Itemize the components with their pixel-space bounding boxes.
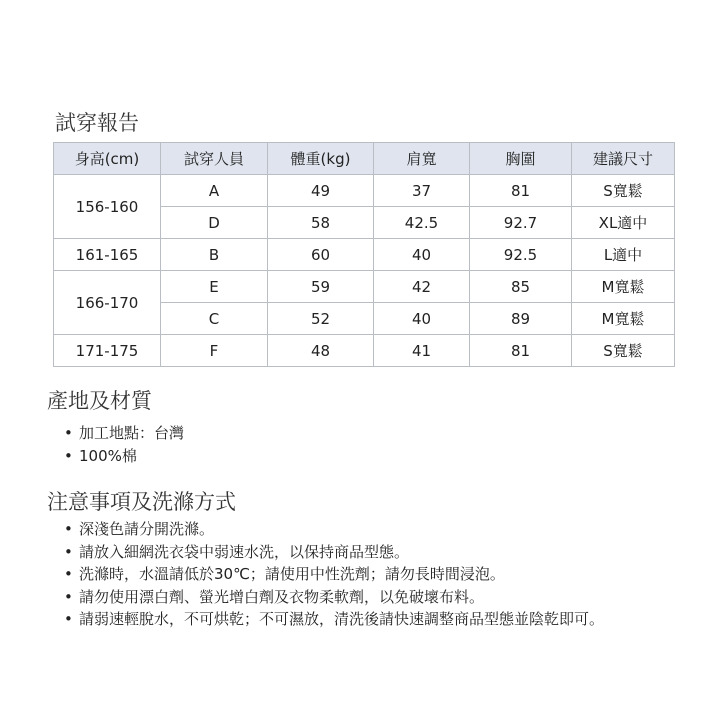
list-item: • 請弱速輕脫水，不可烘乾；不可濕放，清洗後請快速調整商品型態並陰乾即可。 (64, 608, 604, 631)
size-cell: M寬鬆 (572, 271, 675, 303)
list-item: • 洗滌時，水溫請低於30℃；請使用中性洗劑；請勿長時間浸泡。 (64, 563, 604, 586)
weight-cell: 49 (268, 175, 374, 207)
tester-cell: B (161, 239, 268, 271)
tester-cell: C (161, 303, 268, 335)
shoulder-cell: 41 (374, 335, 470, 367)
weight-cell: 52 (268, 303, 374, 335)
height-cell: 161-165 (54, 239, 161, 271)
chest-cell: 81 (470, 175, 572, 207)
weight-cell: 48 (268, 335, 374, 367)
care-instructions-title: 注意事項及洗滌方式 (47, 490, 236, 514)
shoulder-cell: 40 (374, 239, 470, 271)
tester-cell: A (161, 175, 268, 207)
weight-cell: 60 (268, 239, 374, 271)
col-header-chest: 胸圍 (470, 143, 572, 175)
shoulder-cell: 42 (374, 271, 470, 303)
list-item: • 深淺色請分開洗滌。 (64, 518, 604, 541)
list-item: • 請勿使用漂白劑、螢光增白劑及衣物柔軟劑，以免破壞布料。 (64, 586, 604, 609)
chest-cell: 81 (470, 335, 572, 367)
size-cell: S寬鬆 (572, 335, 675, 367)
origin-material-title: 產地及材質 (47, 389, 152, 413)
list-item: • 請放入細網洗衣袋中弱速水洗，以保持商品型態。 (64, 541, 604, 564)
chest-cell: 92.5 (470, 239, 572, 271)
height-cell: 156-160 (54, 175, 161, 239)
weight-cell: 59 (268, 271, 374, 303)
shoulder-cell: 37 (374, 175, 470, 207)
tester-cell: E (161, 271, 268, 303)
weight-cell: 58 (268, 207, 374, 239)
size-cell: M寬鬆 (572, 303, 675, 335)
col-header-height: 身高(cm) (54, 143, 161, 175)
table-row (54, 239, 675, 271)
care-instructions-list (64, 518, 604, 631)
list-item: • 加工地點：台灣 (64, 422, 184, 445)
list-item: • 100%棉 (64, 445, 184, 468)
table-header-row (54, 143, 675, 175)
size-cell: L適中 (572, 239, 675, 271)
table-row (54, 271, 675, 303)
height-cell: 171-175 (54, 335, 161, 367)
col-header-shoulder: 肩寬 (374, 143, 470, 175)
chest-cell: 89 (470, 303, 572, 335)
fitting-report-title: 試穿報告 (55, 111, 139, 135)
col-header-weight: 體重(kg) (268, 143, 374, 175)
shoulder-cell: 42.5 (374, 207, 470, 239)
table-row (54, 175, 675, 207)
origin-material-list (64, 422, 184, 467)
chest-cell: 92.7 (470, 207, 572, 239)
size-cell: XL適中 (572, 207, 675, 239)
height-cell: 166-170 (54, 271, 161, 335)
col-header-tester: 試穿人員 (161, 143, 268, 175)
size-cell: S寬鬆 (572, 175, 675, 207)
shoulder-cell: 40 (374, 303, 470, 335)
tester-cell: D (161, 207, 268, 239)
table-row (54, 335, 675, 367)
col-header-size: 建議尺寸 (572, 143, 675, 175)
fitting-report-table (53, 142, 675, 367)
tester-cell: F (161, 335, 268, 367)
chest-cell: 85 (470, 271, 572, 303)
